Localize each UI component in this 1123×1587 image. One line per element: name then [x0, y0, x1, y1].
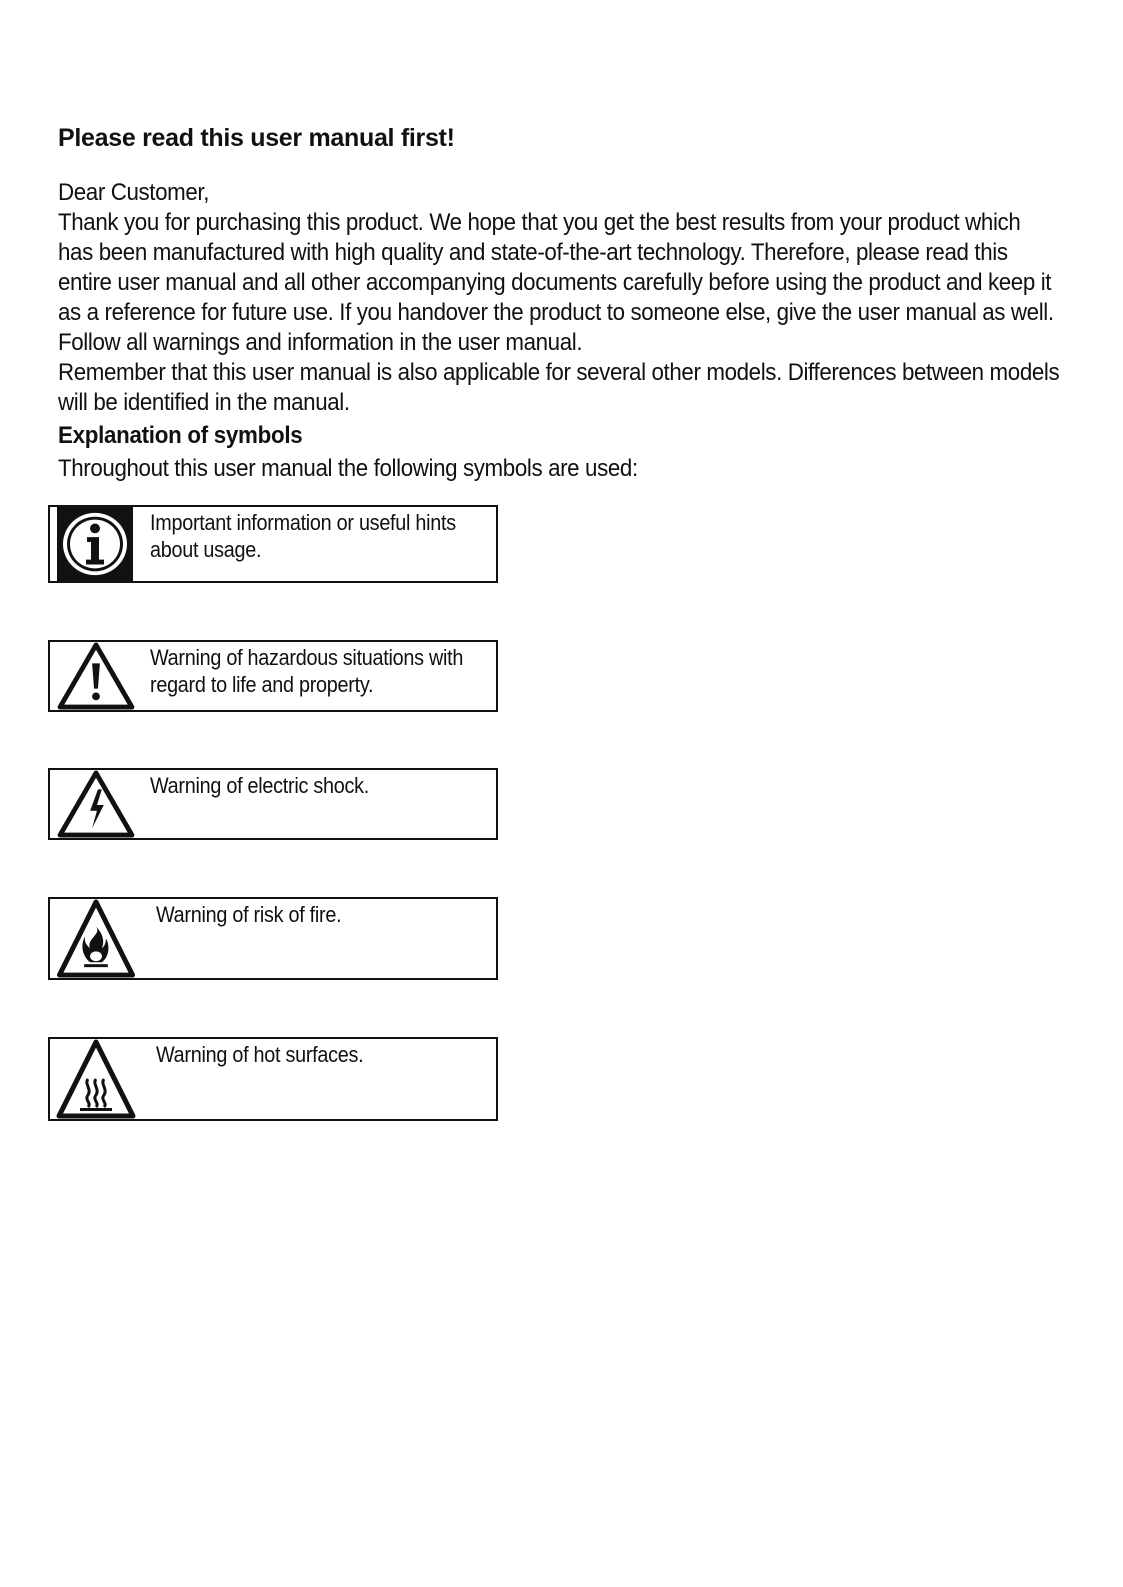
electric-shock-icon	[56, 770, 136, 838]
symbols-section-description: Throughout this user manual the following symbols are used:	[58, 455, 638, 482]
symbol-text-line: Warning of risk of fire.	[156, 902, 342, 927]
intro-line: Remember that this user manual is also applicable for several other models. Differences between models	[58, 359, 1060, 386]
intro-line: has been manufactured with high quality and state-of-the-art technology. Therefore, please read this	[58, 239, 1008, 266]
symbol-text-line: regard to life and property.	[150, 672, 374, 697]
info-icon	[57, 507, 133, 581]
intro-line: Thank you for purchasing this product. We hope that you get the best results from your product which	[58, 209, 1021, 236]
fire-risk-icon	[56, 899, 136, 978]
symbol-text-line: about usage.	[150, 537, 262, 562]
intro-line: will be identified in the manual.	[58, 389, 350, 416]
symbol-electric-box	[48, 768, 498, 840]
symbol-electric-text	[150, 772, 456, 799]
symbol-text-line: Important information or useful hints	[150, 510, 456, 535]
symbol-warning-box	[48, 640, 498, 712]
symbol-warning-text	[150, 644, 464, 698]
greeting-line: Dear Customer,	[58, 179, 210, 206]
symbol-hot-surface-box	[48, 1037, 498, 1121]
symbol-text-line: Warning of hazardous situations with	[150, 645, 464, 670]
exclamation-warning-icon	[56, 642, 136, 710]
intro-line: as a reference for future use. If you handover the product to someone else, give the user manual as well.	[58, 299, 1054, 326]
intro-line: entire user manual and all other accompanying documents carefully before using the product and keep it	[58, 269, 1052, 296]
page-title: Please read this user manual first!	[58, 124, 455, 152]
symbol-info-text	[150, 509, 456, 563]
symbol-fire-box	[48, 897, 498, 980]
symbol-text-line: Warning of hot surfaces.	[156, 1042, 364, 1067]
symbol-info-box	[48, 505, 498, 583]
symbol-text-line: Warning of electric shock.	[150, 773, 369, 798]
hot-surface-icon	[56, 1039, 136, 1119]
symbol-fire-text	[156, 901, 462, 928]
intro-line: Follow all warnings and information in the user manual.	[58, 329, 583, 356]
symbols-section-title: Explanation of symbols	[58, 422, 303, 449]
symbol-hot-surface-text	[156, 1041, 462, 1068]
